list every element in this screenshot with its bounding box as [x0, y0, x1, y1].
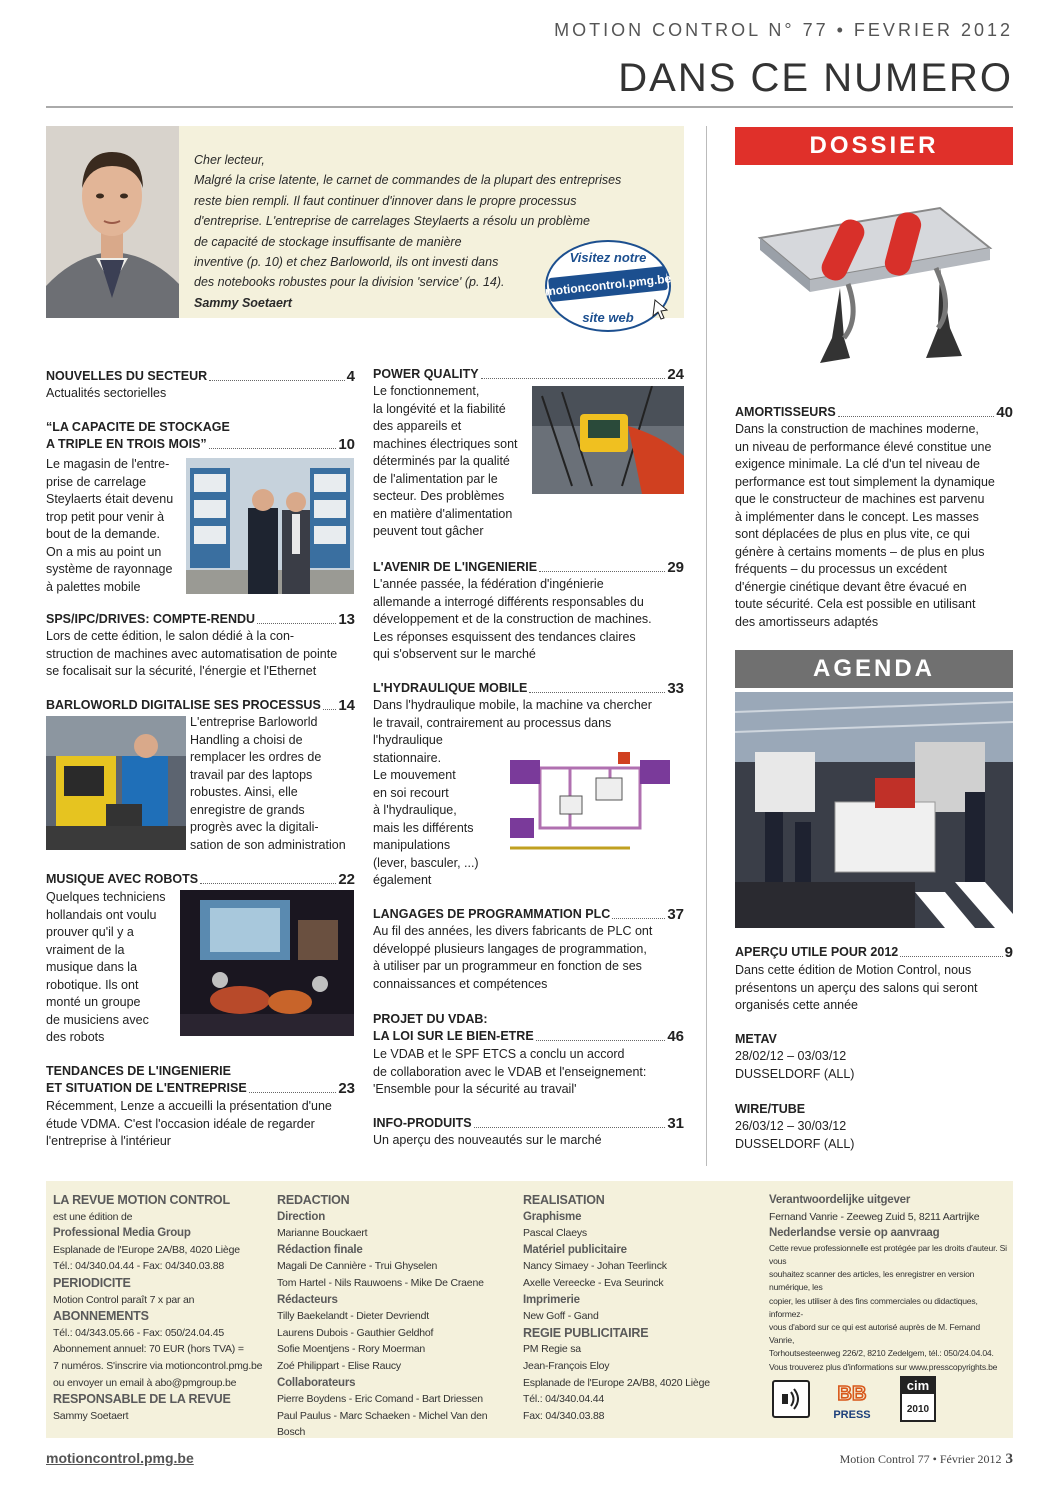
power-meter-photo	[532, 386, 684, 494]
page-number: 10	[338, 436, 355, 453]
colophon-heading: Professional Media Group	[53, 1227, 191, 1240]
toc-entry-hydraulique[interactable]: L'HYDRAULIQUE MOBILE 33	[373, 680, 684, 697]
colophon-line: ou envoyer un email à abo@pmgroup.be	[53, 1376, 237, 1389]
colophon-line: Vous trouverez plus d'informations sur www.presscopyrights.be	[769, 1361, 998, 1372]
colophon-heading: REGIE PUBLICITAIRE	[523, 1325, 649, 1340]
colophon-heading: Matériel publicitaire	[523, 1243, 627, 1256]
column-divider	[706, 126, 707, 1166]
colophon-line: Abonnement annuel: 70 EUR (hors TVA) =	[53, 1343, 244, 1356]
event-metav	[735, 1031, 1013, 1083]
editorial-signature: Sammy Soetaert	[194, 295, 292, 310]
page-number: 24	[667, 366, 684, 383]
colophon-column-2	[277, 1192, 515, 1441]
colophon-line: Tilly Baekelandt - Dieter Devriendt	[277, 1310, 429, 1323]
footer-page-info: Motion Control 77 • Février 2012 3	[839, 1451, 1013, 1467]
editorial-line: reste bien rempli. Il faut continuer d'innover dans le propre processus	[194, 193, 577, 208]
toc-entry-capacite-title[interactable]: “LA CAPACITE DE STOCKAGE A TRIPLE EN TROIS MOIS” 10	[46, 420, 355, 453]
editorial-line: Malgré la crise latente, le carnet de commandes de la plupart des entreprises	[194, 173, 622, 188]
toc-entry-avenir[interactable]: L'AVENIR DE L'INGENIERIE 29	[373, 559, 684, 576]
colophon-heading: Rédaction finale	[277, 1243, 363, 1256]
colophon-line: Motion Control paraît 7 x par an	[53, 1293, 195, 1306]
page-number: 9	[1004, 944, 1013, 961]
dossier-banner: DOSSIER	[735, 127, 1013, 165]
stamp-top-text: Visitez notre	[569, 250, 647, 265]
page-number: 13	[338, 611, 355, 628]
colophon-line: Laurens Dubois - Gauthier Geldhof	[277, 1326, 434, 1339]
page-number: 3	[1005, 1451, 1013, 1467]
colophon-line: 7 numéros. S'inscrire via motioncontrol.pmg.be	[53, 1359, 263, 1372]
event-dates: 28/02/12 – 03/03/12	[735, 1049, 847, 1063]
toc-entry-sps[interactable]: SPS/IPC/DRIVES: COMPTE-RENDU 13	[46, 611, 355, 628]
sound-logo-icon	[772, 1380, 810, 1418]
entry-body: Quelques techniciens hollandais ont voulu prouver qu'il y a vraiment de la musique dans la robotique. Ils ont monté un groupe de musiciens avec des robots	[46, 890, 166, 1044]
colophon-line: Pierre Boydens - Eric Comand - Bart Driessen	[277, 1393, 483, 1406]
page-number: 22	[338, 871, 355, 888]
colophon-line: Sofie Moentjens - Rory Moerman	[277, 1343, 426, 1356]
page-number: 33	[667, 680, 684, 697]
page-number: 29	[667, 559, 684, 576]
editorial-line: de capacité de stockage insuffisante de manière	[194, 234, 462, 249]
entry-body: Récemment, Lenze a accueilli la présentation d'une étude VDMA. C'est l'occasion idéale de regarder l'entreprise à l'intérieur	[46, 1099, 332, 1148]
svg-text:BB: BB	[837, 1383, 867, 1405]
warehouse-photo	[186, 458, 354, 594]
cim-logo: cim 2010	[900, 1376, 936, 1422]
toc-entry-amortisseurs[interactable]: AMORTISSEURS 40	[735, 404, 1013, 421]
colophon-line: Marianne Bouckaert	[277, 1227, 368, 1240]
entry-body: Le VDAB et le SPF ETCS a conclu un accord de collaboration avec le VDAB et l'enseignement: 'Ensemble pour la sécurité au travail'	[373, 1047, 647, 1096]
colophon-line: Magali De Cannière - Trui Ghyselen	[277, 1260, 438, 1273]
colophon-heading: Nederlandse versie op aanvraag	[769, 1227, 940, 1240]
colophon-line: Esplanade de l'Europe 2A/B8, 4020 Liège	[53, 1243, 240, 1256]
colophon-line: PM Regie sa	[523, 1343, 581, 1356]
toc-entry-nouvelles[interactable]: NOUVELLES DU SECTEUR 4	[46, 368, 355, 385]
colophon-line: Sammy Soetaert	[53, 1409, 129, 1422]
toc-entry-langages[interactable]: LANGAGES DE PROGRAMMATION PLC 37	[373, 906, 684, 923]
colophon-line: vous d'abord sur ce qui est autorisé auprès de M. Fernand Vanrie,	[769, 1322, 980, 1346]
colophon-line: Fax: 04/340.03.88	[523, 1409, 605, 1422]
colophon-line: souhaitez scanner des articles, les enregistrer en version numérique, les	[769, 1269, 975, 1293]
colophon-heading: ABONNEMENTS	[53, 1309, 149, 1324]
entry-body: Le magasin de l'entre- prise de carrelage Steylaerts était devenu trop petit pour venir à bout de la demande. On a mis au point un système de rayonnage à palettes mobile	[46, 457, 174, 594]
colophon-line: Tél.: 04/340.04.44 - Fax: 04/340.03.88	[53, 1260, 225, 1273]
colophon-line: copier, les utiliser à des fins commerciales ou didactiques, informez-	[769, 1295, 978, 1319]
editorial-line: Cher lecteur,	[194, 153, 265, 167]
colophon-line: Axelle Vereecke - Eva Seurinck	[523, 1276, 664, 1289]
agenda-banner: AGENDA	[735, 650, 1013, 688]
entry-body: Un aperçu des nouveautés sur le marché	[373, 1133, 602, 1147]
event-dates: 26/03/12 – 30/03/12	[735, 1119, 847, 1133]
colophon-heading: Direction	[277, 1210, 326, 1223]
colophon-line: Fernand Vanrie - Zeeweg Zuid 5, 8211 Aartrijke	[769, 1210, 980, 1223]
editorial-line: inventive (p. 10) et chez Barloworld, ils ont investi dans	[194, 255, 499, 270]
page-number: 4	[346, 368, 355, 385]
editorial-line: d'entreprise. L'entreprise de carrelages Steylaerts a résolu un problème	[194, 214, 590, 229]
editor-photo	[46, 126, 179, 318]
entry-body: Lors de cette édition, le salon dédié à la con- struction de machines avec automatisation de pointe se focalisait sur la sécurité, l'énergie et l'Ethernet	[46, 629, 338, 678]
colophon-line: New Goff - Gand	[523, 1310, 599, 1323]
event-name: METAV	[735, 1032, 777, 1046]
colophon-heading: RESPONSABLE DE LA REVUE	[53, 1392, 231, 1407]
event-place: DUSSELDORF (ALL)	[735, 1136, 855, 1151]
toc-entry-vdab[interactable]: PROJET DU VDAB: LA LOI SUR LE BIEN-ETRE 46	[373, 1012, 684, 1045]
colophon-column-3	[523, 1192, 761, 1424]
colophon-line: Nancy Simaey - Johan Teerlinck	[523, 1260, 667, 1273]
page-number: 14	[338, 697, 355, 714]
colophon-column-1	[53, 1192, 268, 1424]
colophon-line: Zoé Philippart - Elise Raucy	[277, 1359, 401, 1372]
colophon-column-4	[769, 1192, 1007, 1374]
entry-body: Actualités sectorielles	[46, 386, 167, 400]
toc-entry-info-produits[interactable]: INFO-PRODUITS 31	[373, 1115, 684, 1132]
entry-body: L'entreprise Barloworld Handling a choisi de remplacer les ordres de travail par des laptops robustes. Ainsi, elle enregistre de grands progrès avec la digitali- sation de son administration	[190, 715, 346, 852]
toc-entry-power-quality[interactable]: POWER QUALITY 24	[373, 366, 684, 383]
toc-entry-tendances[interactable]: TENDANCES DE L'INGENIERIE ET SITUATION DE L'ENTREPRISE 23	[46, 1064, 355, 1097]
robot-band-photo	[180, 890, 354, 1036]
colophon-heading: REALISATION	[523, 1193, 605, 1207]
page-number: 40	[996, 404, 1013, 421]
colophon-heading: Graphisme	[523, 1210, 582, 1223]
forklift-photo	[46, 716, 186, 850]
stamp-bottom-text: site web	[582, 310, 634, 325]
colophon-heading: Collaborateurs	[277, 1376, 356, 1389]
colophon-line: Tom Hartel - Nils Rauwoens - Mike De Craene	[277, 1276, 484, 1289]
trade-fair-photo	[735, 692, 1013, 928]
colophon-line: Tél.: 04/343.05.66 - Fax: 050/24.04.45	[53, 1326, 225, 1339]
page-number: 31	[667, 1115, 684, 1132]
event-name: WIRE/TUBE	[735, 1102, 806, 1116]
colophon-line: Torhoutsesteenweg 226/2, 8210 Zedelgem, tél.: 050/24.04.04.	[769, 1348, 994, 1359]
entry-body: L'année passée, la fédération d'ingénierie allemande a interrogé différents responsables du développement et de la construction de machines. Les réponses esquissent des tendances claires qui s'observent sur le marché	[373, 577, 652, 661]
stamp-url-text: motioncontrol.pmg.be	[544, 271, 672, 299]
event-wire-tube	[735, 1101, 1013, 1153]
toc-entry-barloworld[interactable]: BARLOWORLD DIGITALISE SES PROCESSUS 14	[46, 697, 355, 714]
entry-body: Dans cette édition de Motion Control, nous présentons un aperçu des salons qui seront organisés cette année	[735, 963, 978, 1012]
colophon-heading: PERIODICITE	[53, 1275, 131, 1290]
page-number: 37	[667, 906, 684, 923]
entry-body: Le fonctionnement, la longévité et la fiabilité des appareils et machines électriques sont déterminés par la qualité de l'alimentation par le secteur. Des problèmes en matière d'alimentation peuvent tout gâcher	[373, 384, 518, 538]
entry-body: Au fil des années, les divers fabricants de PLC ont développé plusieurs langages de programmation, à utiliser par un programmeur en fonction de ses connaissances et compétences	[373, 924, 653, 991]
colophon-line: est une édition de	[53, 1210, 133, 1223]
page-number: 23	[338, 1080, 355, 1097]
colophon-line: Jean-François Eloy	[523, 1359, 610, 1372]
entry-body: Dans l'hydraulique mobile, la machine va chercher le travail, contrairement au processus dans l'hydraulique stationnaire. Le mouvement en soi recourt à l'hydraulique, mais les différents manipulations (lever, basculer, ...) également	[373, 698, 652, 887]
colophon-heading: LA REVUE MOTION CONTROL	[53, 1193, 230, 1207]
page-title: DANS CE NUMERO	[618, 56, 1013, 100]
event-place: DUSSELDORF (ALL)	[735, 1066, 855, 1081]
colophon-line: Pascal Claeys	[523, 1227, 587, 1240]
colophon-heading: Verantwoordelijke uitgever	[769, 1194, 911, 1206]
shock-absorber-illustration	[740, 168, 1012, 388]
colophon-line: Esplanade de l'Europe 2A/B8, 4020 Liège	[523, 1376, 710, 1389]
colophon-heading: Rédacteurs	[277, 1293, 338, 1306]
website-stamp[interactable]	[543, 238, 673, 334]
hydraulic-diagram	[500, 738, 676, 858]
entry-body: Dans la construction de machines moderne, un niveau de performance élevé constitue une exigence minimale. La clé d'un tel niveau de performance est tout simplement la dynamique que le constructeur de machines est parvenu à implémenter dans le concept. Les masses sont déplacées de plus en plus vite, ce qui génère à certains moments – de plus en plus fréquents – du processus un excédent d'énergie cinétique devant être évacué en toute sécurité. Cela est possible en utilisant des amortisseurs adaptés	[735, 422, 995, 629]
colophon-heading: Imprimerie	[523, 1293, 580, 1306]
page-number: 46	[667, 1028, 684, 1045]
colophon-line: Tél.: 04/340.04.44	[523, 1393, 605, 1406]
colophon-line: Cette revue professionnelle est protégée par les droits d'auteur. Si vous	[769, 1242, 1007, 1266]
issue-line: MOTION CONTROL N° 77 • FEVRIER 2012	[554, 20, 1013, 40]
toc-entry-musique[interactable]: MUSIQUE AVEC ROBOTS 22	[46, 871, 355, 888]
title-rule	[46, 106, 1013, 108]
toc-entry-apercu[interactable]: APERÇU UTILE POUR 2012 9	[735, 944, 1013, 961]
colophon-heading: REDACTION	[277, 1193, 350, 1207]
editorial-line: des notebooks robustes pour la division 'service' (p. 14).	[194, 275, 505, 290]
colophon-line: Paul Paulus - Marc Schaeken - Michel Van den Bosch	[277, 1409, 488, 1439]
footer-website-link[interactable]: motioncontrol.pmg.be	[46, 1450, 194, 1466]
bb-press-logo: BB PRESS	[833, 1383, 871, 1421]
